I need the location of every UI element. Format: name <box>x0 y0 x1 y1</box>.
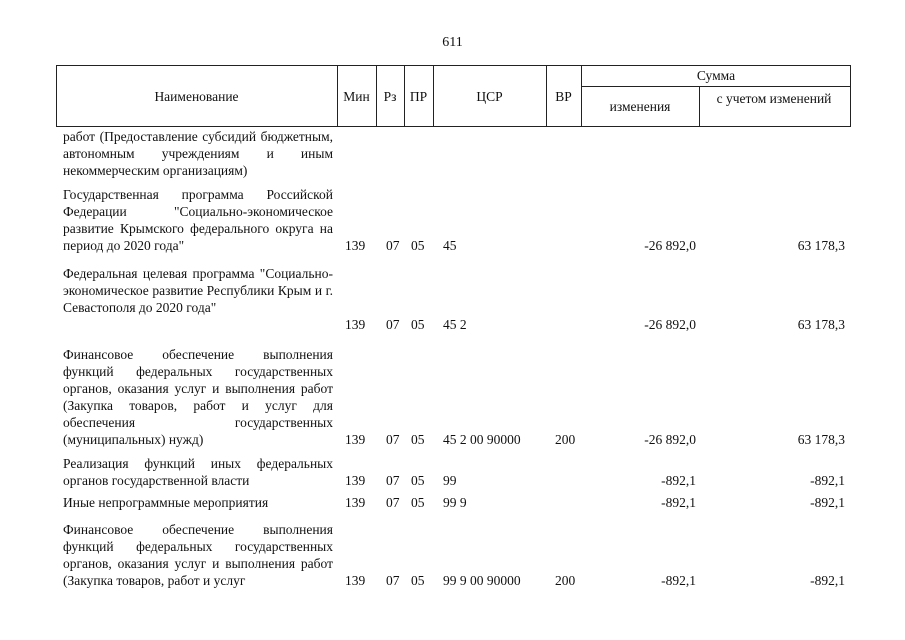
row-total: 63 178,3 <box>797 317 845 332</box>
row-total: 63 178,3 <box>797 238 845 253</box>
header-vr: ВР <box>555 89 572 104</box>
row-name: Государственная программа Российской Федерации "Социально-экономическое развитие Крымского федерального округа на период до 2020 года" <box>63 187 333 253</box>
row-csr: 99 <box>443 473 457 488</box>
row-min: 139 <box>345 238 366 253</box>
row-total: -892,1 <box>810 573 845 588</box>
row-change: -892,1 <box>661 495 696 510</box>
row-vr: 200 <box>555 432 576 447</box>
row-name: Иные непрограммные мероприятия <box>63 495 269 510</box>
table-row <box>0 521 905 589</box>
row-vr: 200 <box>555 573 576 588</box>
row-rz: 07 <box>386 495 400 510</box>
row-csr: 45 <box>443 238 457 253</box>
header-bottom-border <box>56 126 851 127</box>
row-csr: 99 9 <box>443 495 467 510</box>
page-number: 611 <box>442 35 463 50</box>
row-rz: 07 <box>386 573 400 588</box>
table-row <box>0 346 905 448</box>
table-header <box>56 65 851 127</box>
row-pr: 05 <box>411 317 425 332</box>
header-name: Наименование <box>154 89 239 104</box>
row-csr: 99 9 00 90000 <box>443 573 521 588</box>
header-top-border <box>56 65 851 66</box>
row-name: Финансовое обеспечение выполнения функций федеральных государственных органов, оказания услуг и выполнения работ (Закупка товаров, работ и услуг для обеспечения государственных (муниципальных) нужд) <box>63 347 333 447</box>
row-min: 139 <box>345 432 366 447</box>
header-sum: Сумма <box>696 68 736 83</box>
row-change: -892,1 <box>661 473 696 488</box>
row-change: -26 892,0 <box>644 432 696 447</box>
row-csr: 45 2 00 90000 <box>443 432 521 447</box>
row-change: -26 892,0 <box>644 238 696 253</box>
header-with-change: с учетом изменений <box>716 91 832 106</box>
row-min: 139 <box>345 573 366 588</box>
row-total: -892,1 <box>810 495 845 510</box>
row-min: 139 <box>345 473 366 488</box>
row-total: 63 178,3 <box>797 432 845 447</box>
table-row <box>0 455 905 489</box>
row-min: 139 <box>345 495 366 510</box>
divider <box>581 86 851 87</box>
row-rz: 07 <box>386 432 400 447</box>
row-csr: 45 2 <box>443 317 467 332</box>
row-name: Федеральная целевая программа "Социально-экономическое развитие Республики Крым и г. Севастополя до 2020 года" <box>63 266 333 315</box>
row-rz: 07 <box>386 238 400 253</box>
row-name: Финансовое обеспечение выполнения функций федеральных государственных органов, оказания услуг и выполнения работ (Закупка товаров, работ и услуг <box>63 522 333 588</box>
header-rz: Рз <box>383 89 397 104</box>
row-name: Реализация функций иных федеральных органов государственной власти <box>63 456 333 488</box>
divider <box>699 86 700 127</box>
row-rz: 07 <box>386 473 400 488</box>
table-row <box>0 494 905 511</box>
row-rz: 07 <box>386 317 400 332</box>
header-csr: ЦСР <box>476 89 503 104</box>
header-min: Мин <box>343 89 370 104</box>
row-pr: 05 <box>411 473 425 488</box>
header-change: изменения <box>609 99 671 114</box>
row-pr: 05 <box>411 495 425 510</box>
row-change: -892,1 <box>661 573 696 588</box>
row-total: -892,1 <box>810 473 845 488</box>
row-change: -26 892,0 <box>644 317 696 332</box>
table-row <box>0 186 905 254</box>
header-pr: ПР <box>409 89 428 104</box>
row-name: работ (Предоставление субсидий бюджетным, автономным учреждениям и иным некоммерческим организациям) <box>63 129 333 178</box>
row-min: 139 <box>345 317 366 332</box>
table-row <box>0 265 905 333</box>
row-pr: 05 <box>411 573 425 588</box>
row-pr: 05 <box>411 238 425 253</box>
row-pr: 05 <box>411 432 425 447</box>
